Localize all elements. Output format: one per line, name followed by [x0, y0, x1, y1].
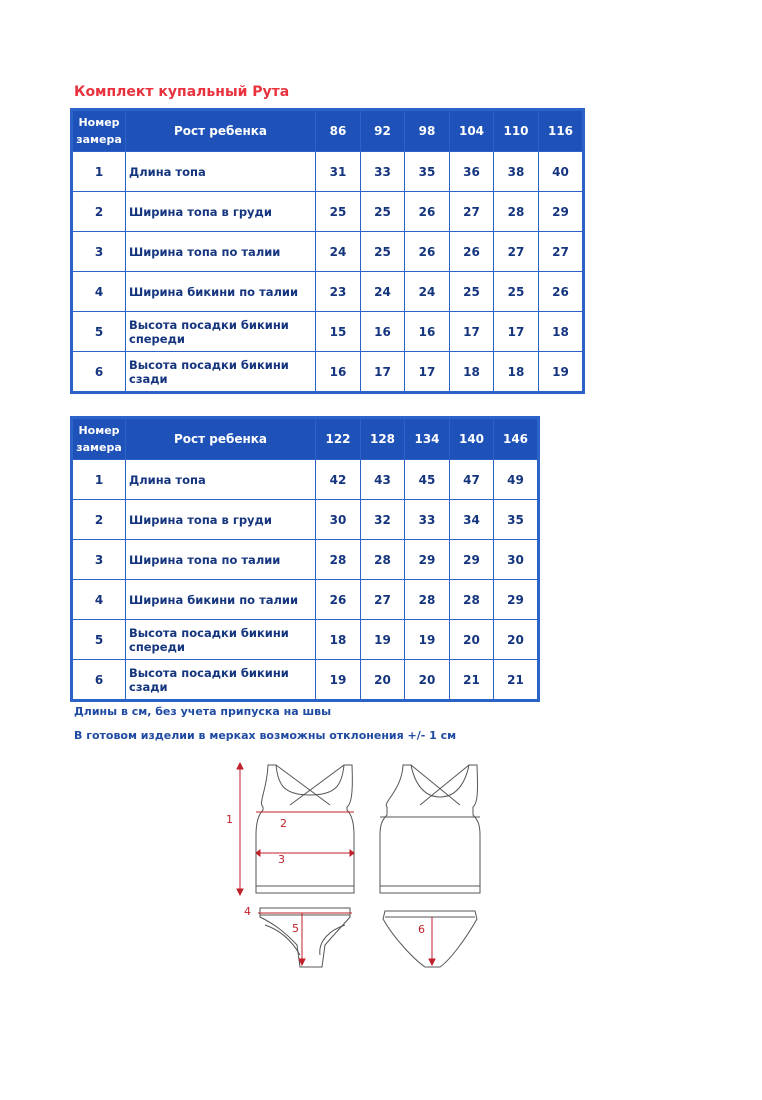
row-name: Высота посадки бикини сзади [126, 660, 316, 701]
cell-value: 33 [361, 152, 405, 192]
row-name: Длина топа [126, 460, 316, 500]
cell-value: 33 [405, 500, 450, 540]
cell-value: 20 [494, 620, 539, 660]
cell-value: 28 [405, 580, 450, 620]
cell-value: 29 [450, 540, 494, 580]
table-row [72, 500, 539, 540]
header-size: 116 [539, 110, 584, 152]
row-name: Высота посадки бикини спереди [126, 312, 316, 352]
cell-value: 24 [405, 272, 450, 312]
cell-value: 26 [450, 232, 494, 272]
note-tolerance: В готовом изделии в мерках возможны отклонения +/- 1 см [74, 729, 457, 742]
cell-value: 43 [361, 460, 405, 500]
header-height: Рост ребенка [126, 110, 316, 152]
cell-value: 40 [539, 152, 584, 192]
row-number: 5 [72, 312, 126, 352]
table-row [72, 460, 539, 500]
cell-value: 35 [494, 500, 539, 540]
cell-value: 20 [405, 660, 450, 701]
cell-value: 20 [361, 660, 405, 701]
header-number-line2: замера [76, 441, 122, 454]
top-front-sketch [256, 765, 354, 893]
cell-value: 16 [316, 352, 361, 393]
cell-value: 32 [361, 500, 405, 540]
cell-value: 36 [450, 152, 494, 192]
row-name: Высота посадки бикини спереди [126, 620, 316, 660]
header-number [72, 110, 126, 152]
cell-value: 30 [316, 500, 361, 540]
cell-value: 17 [494, 312, 539, 352]
cell-value: 17 [361, 352, 405, 393]
cell-value: 19 [539, 352, 584, 393]
table-row [72, 580, 539, 620]
table-row [72, 232, 584, 272]
cell-value: 16 [361, 312, 405, 352]
cell-value: 28 [316, 540, 361, 580]
cell-value: 26 [539, 272, 584, 312]
cell-value: 42 [316, 460, 361, 500]
cell-value: 30 [494, 540, 539, 580]
header-size: 92 [361, 110, 405, 152]
row-name: Ширина топа в груди [126, 192, 316, 232]
table-row [72, 152, 584, 192]
header-number-line2: замера [76, 133, 122, 146]
table-row [72, 540, 539, 580]
cell-value: 26 [405, 232, 450, 272]
header-size: 134 [405, 418, 450, 460]
row-name: Ширина бикини по талии [126, 272, 316, 312]
row-number: 4 [72, 272, 126, 312]
cell-value: 29 [405, 540, 450, 580]
cell-value: 24 [361, 272, 405, 312]
label-4: 4 [244, 905, 251, 918]
table-row [72, 620, 539, 660]
cell-value: 27 [361, 580, 405, 620]
header-size: 86 [316, 110, 361, 152]
cell-value: 16 [405, 312, 450, 352]
cell-value: 21 [494, 660, 539, 701]
header-size: 122 [316, 418, 361, 460]
header-size: 140 [450, 418, 494, 460]
label-5: 5 [292, 922, 299, 935]
row-number: 3 [72, 540, 126, 580]
cell-value: 34 [450, 500, 494, 540]
cell-value: 47 [450, 460, 494, 500]
cell-value: 25 [316, 192, 361, 232]
cell-value: 18 [539, 312, 584, 352]
cell-value: 25 [494, 272, 539, 312]
cell-value: 29 [539, 192, 584, 232]
header-number-line1: Номер [78, 116, 120, 129]
header-size: 98 [405, 110, 450, 152]
cell-value: 28 [494, 192, 539, 232]
bikini-front-sketch [260, 908, 350, 967]
row-number: 3 [72, 232, 126, 272]
cell-value: 49 [494, 460, 539, 500]
header-height: Рост ребенка [126, 418, 316, 460]
row-name: Высота посадки бикини сзади [126, 352, 316, 393]
cell-value: 29 [494, 580, 539, 620]
cell-value: 27 [539, 232, 584, 272]
row-number: 4 [72, 580, 126, 620]
table-row [72, 312, 584, 352]
table-row [72, 192, 584, 232]
cell-value: 18 [494, 352, 539, 393]
cell-value: 38 [494, 152, 539, 192]
cell-value: 25 [361, 232, 405, 272]
row-number: 2 [72, 192, 126, 232]
row-number: 5 [72, 620, 126, 660]
row-number: 6 [72, 352, 126, 393]
cell-value: 17 [405, 352, 450, 393]
cell-value: 24 [316, 232, 361, 272]
cell-value: 27 [494, 232, 539, 272]
row-number: 6 [72, 660, 126, 701]
cell-value: 25 [361, 192, 405, 232]
cell-value: 26 [405, 192, 450, 232]
header-size: 146 [494, 418, 539, 460]
cell-value: 15 [316, 312, 361, 352]
label-6: 6 [418, 923, 425, 936]
size-table-large [70, 416, 540, 702]
cell-value: 20 [450, 620, 494, 660]
cell-value: 28 [361, 540, 405, 580]
row-name: Ширина топа по талии [126, 540, 316, 580]
cell-value: 27 [450, 192, 494, 232]
cell-value: 25 [450, 272, 494, 312]
cell-value: 28 [450, 580, 494, 620]
header-size: 104 [450, 110, 494, 152]
table-row [72, 660, 539, 701]
row-name: Ширина топа в груди [126, 500, 316, 540]
row-name: Длина топа [126, 152, 316, 192]
cell-value: 35 [405, 152, 450, 192]
note-units: Длины в см, без учета припуска на швы [74, 705, 332, 718]
row-number: 1 [72, 152, 126, 192]
row-name: Ширина топа по талии [126, 232, 316, 272]
row-number: 1 [72, 460, 126, 500]
cell-value: 45 [405, 460, 450, 500]
measurement-diagram [220, 755, 520, 980]
header-size: 110 [494, 110, 539, 152]
cell-value: 18 [450, 352, 494, 393]
cell-value: 19 [405, 620, 450, 660]
cell-value: 18 [316, 620, 361, 660]
cell-value: 21 [450, 660, 494, 701]
row-number: 2 [72, 500, 126, 540]
row-name: Ширина бикини по талии [126, 580, 316, 620]
table-header-row [72, 418, 539, 460]
cell-value: 17 [450, 312, 494, 352]
table-row [72, 352, 584, 393]
table-header-row [72, 110, 584, 152]
cell-value: 26 [316, 580, 361, 620]
top-back-sketch [380, 765, 480, 893]
cell-value: 23 [316, 272, 361, 312]
cell-value: 31 [316, 152, 361, 192]
label-3: 3 [278, 853, 285, 866]
size-table-small [70, 108, 585, 394]
header-size: 128 [361, 418, 405, 460]
table-row [72, 272, 584, 312]
cell-value: 19 [361, 620, 405, 660]
header-number [72, 418, 126, 460]
cell-value: 19 [316, 660, 361, 701]
page-title: Комплект купальный Рута [74, 84, 290, 100]
label-1: 1 [226, 813, 233, 826]
label-2: 2 [280, 817, 287, 830]
header-number-line1: Номер [78, 424, 120, 437]
